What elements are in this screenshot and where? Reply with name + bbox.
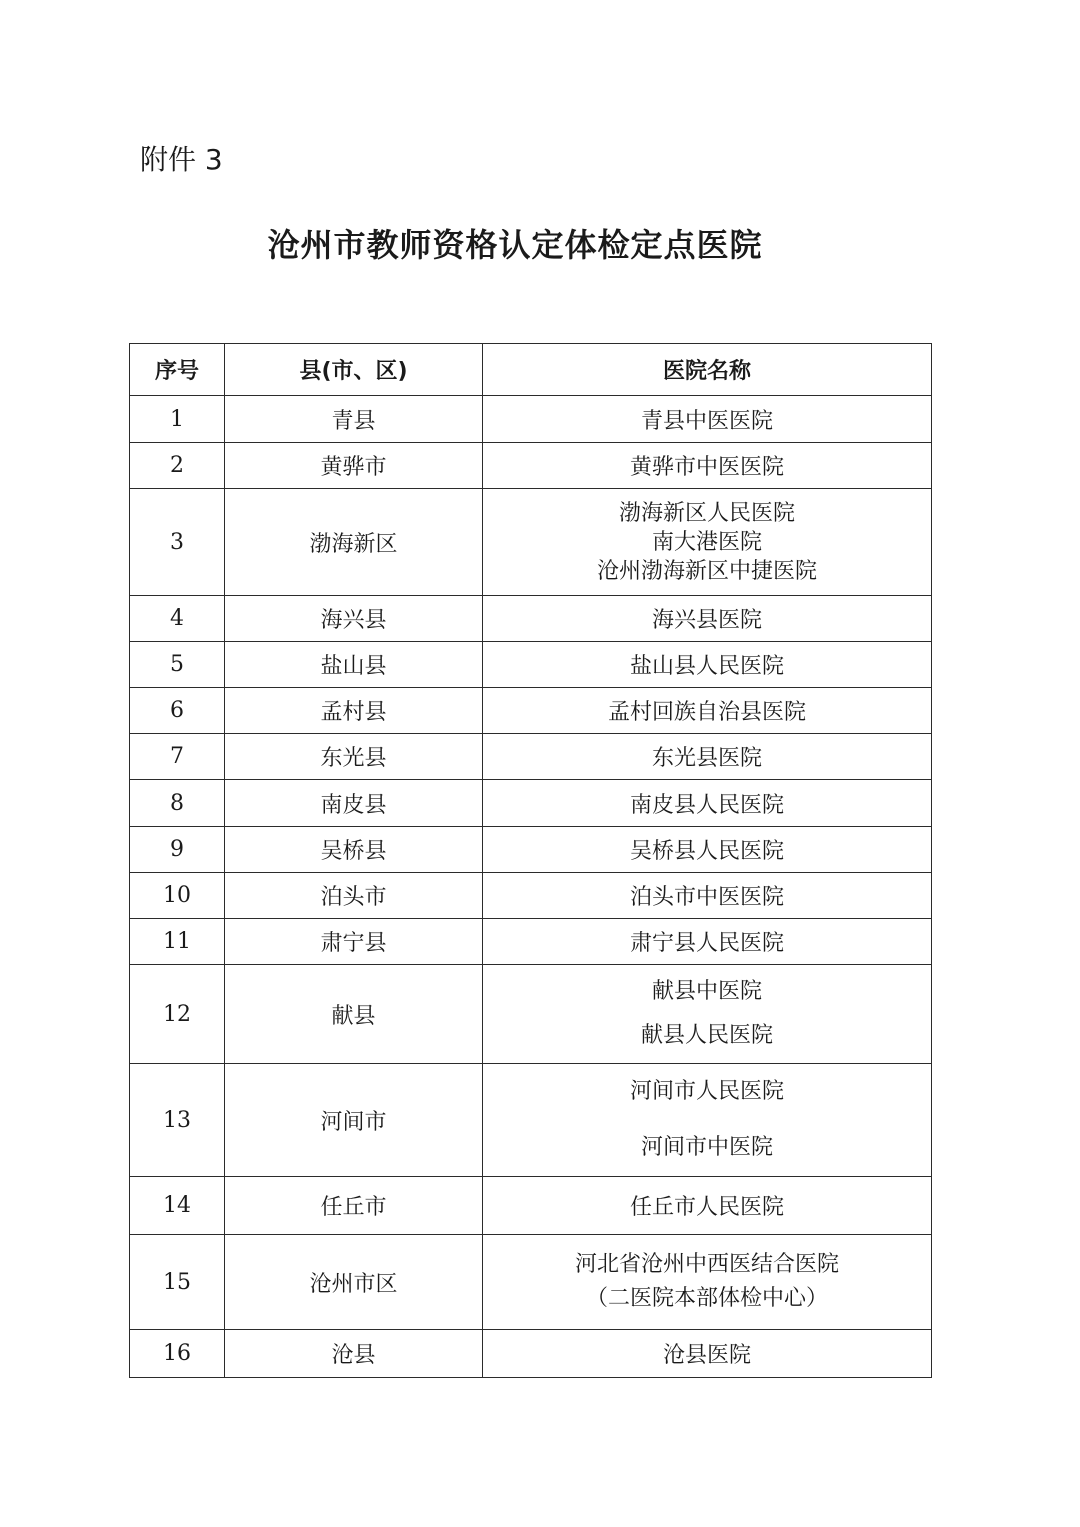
row-no: 4	[130, 596, 225, 642]
row-no: 16	[130, 1330, 225, 1378]
row-hospitals	[483, 1177, 932, 1235]
table-row	[130, 688, 932, 734]
table-row	[130, 396, 932, 443]
table-row	[130, 734, 932, 780]
row-hospitals	[483, 780, 932, 827]
row-hospitals	[483, 734, 932, 780]
hospital-name: 孟村回族自治县医院	[607, 700, 806, 725]
row-no: 12	[130, 965, 225, 1064]
header-no: 序号	[130, 344, 225, 396]
row-county: 沧县	[225, 1330, 483, 1378]
hospital-name: 泊头市中医医院	[629, 885, 784, 910]
row-no: 7	[130, 734, 225, 780]
row-no: 9	[130, 827, 225, 873]
hospital-name: 献县中医院	[651, 979, 762, 1004]
table-row	[130, 489, 932, 596]
row-county: 沧州市区	[225, 1235, 483, 1330]
row-no: 1	[130, 396, 225, 443]
row-hospitals	[483, 688, 932, 734]
row-hospitals	[483, 919, 932, 965]
hospital-name: 献县人民医院	[640, 1023, 773, 1048]
row-hospitals	[483, 965, 932, 1064]
hospital-name: 黄骅市中医医院	[629, 455, 784, 480]
row-no: 14	[130, 1177, 225, 1235]
row-county: 黄骅市	[225, 443, 483, 489]
row-hospitals	[483, 489, 932, 596]
table-row	[130, 919, 932, 965]
hospital-name: 吴桥县人民医院	[629, 839, 784, 864]
table-row	[130, 965, 932, 1064]
row-county: 任丘市	[225, 1177, 483, 1235]
row-hospitals	[483, 827, 932, 873]
row-county: 青县	[225, 396, 483, 443]
hospital-name: 任丘市人民医院	[629, 1195, 784, 1220]
hospital-name: 南皮县人民医院	[629, 792, 784, 818]
row-no: 15	[130, 1235, 225, 1330]
hospital-name: 河间市中医院	[640, 1135, 773, 1160]
row-county: 吴桥县	[225, 827, 483, 873]
row-county: 献县	[225, 965, 483, 1064]
row-hospitals	[483, 873, 932, 919]
hospital-name: 肃宁县人民医院	[629, 931, 784, 956]
row-county: 泊头市	[225, 873, 483, 919]
row-no: 10	[130, 873, 225, 919]
row-no: 5	[130, 642, 225, 688]
hospital-name: （二医院本部体检中心）	[585, 1286, 828, 1311]
row-hospitals	[483, 396, 932, 443]
hospital-name: 海兴县医院	[651, 608, 762, 633]
table-row	[130, 443, 932, 489]
table-row	[130, 1064, 932, 1177]
row-hospitals	[483, 642, 932, 688]
hospital-name: 南大港医院	[651, 529, 762, 555]
hospital-name: 盐山县人民医院	[629, 654, 784, 679]
hospital-name: 河北省沧州中西医结合医院	[574, 1252, 839, 1277]
table-row	[130, 642, 932, 688]
hospital-name: 东光县医院	[651, 746, 762, 771]
page-title: 沧州市教师资格认定体检定点医院	[267, 226, 763, 264]
row-hospitals	[483, 1330, 932, 1378]
hospital-table	[129, 343, 932, 1378]
row-no: 11	[130, 919, 225, 965]
hospital-name: 沧县医院	[662, 1343, 751, 1368]
table-row	[130, 1177, 932, 1235]
row-county: 南皮县	[225, 780, 483, 827]
row-no: 3	[130, 489, 225, 596]
attachment-label: 附件 3	[140, 143, 223, 176]
row-hospitals	[483, 1064, 932, 1177]
row-no: 8	[130, 780, 225, 827]
row-county: 孟村县	[225, 688, 483, 734]
row-hospitals	[483, 596, 932, 642]
table-row	[130, 1330, 932, 1378]
header-county: 县(市、区)	[225, 344, 483, 396]
row-county: 渤海新区	[225, 489, 483, 596]
table-row	[130, 873, 932, 919]
row-county: 肃宁县	[225, 919, 483, 965]
row-hospitals	[483, 443, 932, 489]
table-row	[130, 596, 932, 642]
row-county: 东光县	[225, 734, 483, 780]
hospital-name: 沧州渤海新区中捷医院	[596, 558, 817, 584]
hospital-name: 河间市人民医院	[629, 1079, 784, 1104]
table-row	[130, 827, 932, 873]
table-row	[130, 780, 932, 827]
row-county: 河间市	[225, 1064, 483, 1177]
row-county: 海兴县	[225, 596, 483, 642]
row-no: 6	[130, 688, 225, 734]
hospital-name: 渤海新区人民医院	[618, 500, 795, 526]
table-header-row	[130, 344, 932, 396]
table-row	[130, 1235, 932, 1330]
row-county: 盐山县	[225, 642, 483, 688]
header-hospital: 医院名称	[483, 344, 932, 396]
row-hospitals	[483, 1235, 932, 1330]
row-no: 13	[130, 1064, 225, 1177]
hospital-name: 青县中医医院	[640, 408, 773, 434]
row-no: 2	[130, 443, 225, 489]
